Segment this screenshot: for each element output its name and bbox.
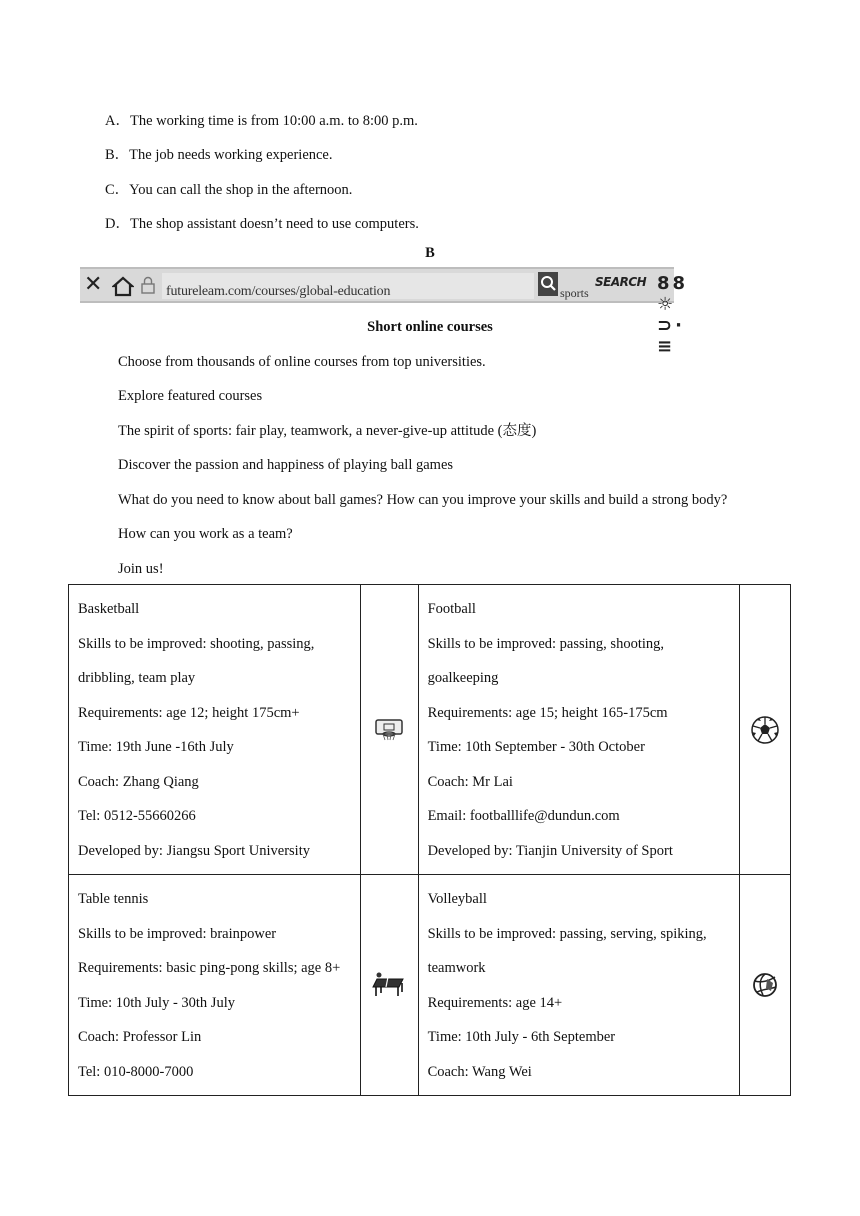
course-detail: dribbling, team play: [78, 670, 196, 686]
course-name: Volleyball: [427, 891, 487, 907]
home-icon: [112, 275, 134, 297]
search-icon: [538, 272, 558, 296]
course-cell-table-tennis: [69, 875, 361, 1096]
course-detail: Skills to be improved: shooting, passing,: [78, 635, 315, 652]
course-detail: Developed by: Jiangsu Sport University: [78, 842, 310, 859]
toolbar-icons: 88 ☼ ⊃· ≡: [657, 273, 689, 357]
course-detail: Coach: Mr Lai: [427, 773, 513, 790]
course-detail: Skills to be improved: brainpower: [78, 925, 277, 942]
article-title: Short online courses: [367, 319, 493, 335]
option-b: B．The job needs working experience.: [105, 147, 333, 163]
football-icon-cell: [740, 585, 791, 875]
option-c: C．You can call the shop in the afternoon.: [105, 182, 353, 198]
course-cell-volleyball: [418, 875, 740, 1096]
course-detail: Tel: 0512-55660266: [78, 808, 196, 824]
paragraph: Join us!: [118, 561, 164, 577]
option-a: A．The working time is from 10:00 a.m. to 8:00 p.m.: [105, 113, 418, 129]
basketball-hoop-icon: [374, 718, 404, 742]
lock-icon: [140, 276, 156, 294]
course-detail: Time: 19th June -16th July: [78, 739, 234, 755]
paragraph: What do you need to know about ball games? How can you improve your skills and build a strong body?: [118, 492, 728, 508]
course-detail: Tel: 010-8000-7000: [78, 1063, 194, 1080]
course-detail: Time: 10th July - 30th July: [78, 994, 235, 1011]
volleyball-icon-cell: [740, 875, 791, 1096]
courses-table: [68, 584, 791, 1096]
table-tennis-icon-cell: [360, 875, 418, 1096]
paragraph: Discover the passion and happiness of playing ball games: [118, 457, 454, 473]
course-detail: Coach: Zhang Qiang: [78, 773, 199, 790]
url-text: futureleam.com/courses/global-education: [166, 284, 391, 299]
course-name: Basketball: [78, 601, 140, 617]
paragraph: Choose from thousands of online courses from top universities.: [118, 354, 486, 370]
search-button-label: SEARCH: [595, 275, 647, 289]
close-icon: ✕: [84, 272, 103, 297]
option-d: D．The shop assistant doesn’t need to use computers.: [105, 216, 419, 232]
course-detail: Time: 10th September - 30th October: [427, 739, 645, 755]
course-cell-basketball: [69, 585, 361, 875]
course-detail: Coach: Professor Lin: [78, 1029, 202, 1045]
course-detail: Coach: Wang Wei: [427, 1063, 532, 1080]
course-detail: Requirements: age 12; height 175cm+: [78, 704, 300, 721]
course-detail: Skills to be improved: passing, serving, spiking,: [427, 925, 707, 942]
course-detail: Developed by: Tianjin University of Sport: [427, 842, 673, 859]
course-detail: Requirements: age 14+: [427, 994, 563, 1011]
volleyball-icon: [751, 971, 779, 999]
section-label: B: [425, 245, 435, 261]
course-name: Football: [427, 601, 476, 617]
course-detail: Skills to be improved: passing, shooting,: [427, 635, 664, 652]
course-detail: Email: footballlife@dundun.com: [427, 808, 620, 824]
soccer-ball-icon: [750, 715, 780, 745]
paragraph: Explore featured courses: [118, 388, 263, 404]
course-detail: Requirements: basic ping-pong skills; age 8+: [78, 960, 341, 976]
course-detail: goalkeeping: [427, 670, 499, 686]
course-detail: Time: 10th July - 6th September: [427, 1029, 616, 1045]
table-row: [69, 585, 791, 875]
basketball-icon-cell: [360, 585, 418, 875]
ping-pong-table-icon: [371, 971, 407, 999]
table-row: [69, 875, 791, 1096]
search-term: sports: [560, 286, 589, 300]
course-detail: teamwork: [427, 960, 486, 976]
course-cell-football: [418, 585, 740, 875]
paragraph: The spirit of sports: fair play, teamwork, a never-give-up attitude (态度): [118, 423, 537, 439]
course-detail: Requirements: age 15; height 165-175cm: [427, 704, 668, 721]
course-name: Table tennis: [78, 891, 149, 907]
paragraph: How can you work as a team?: [118, 526, 293, 542]
